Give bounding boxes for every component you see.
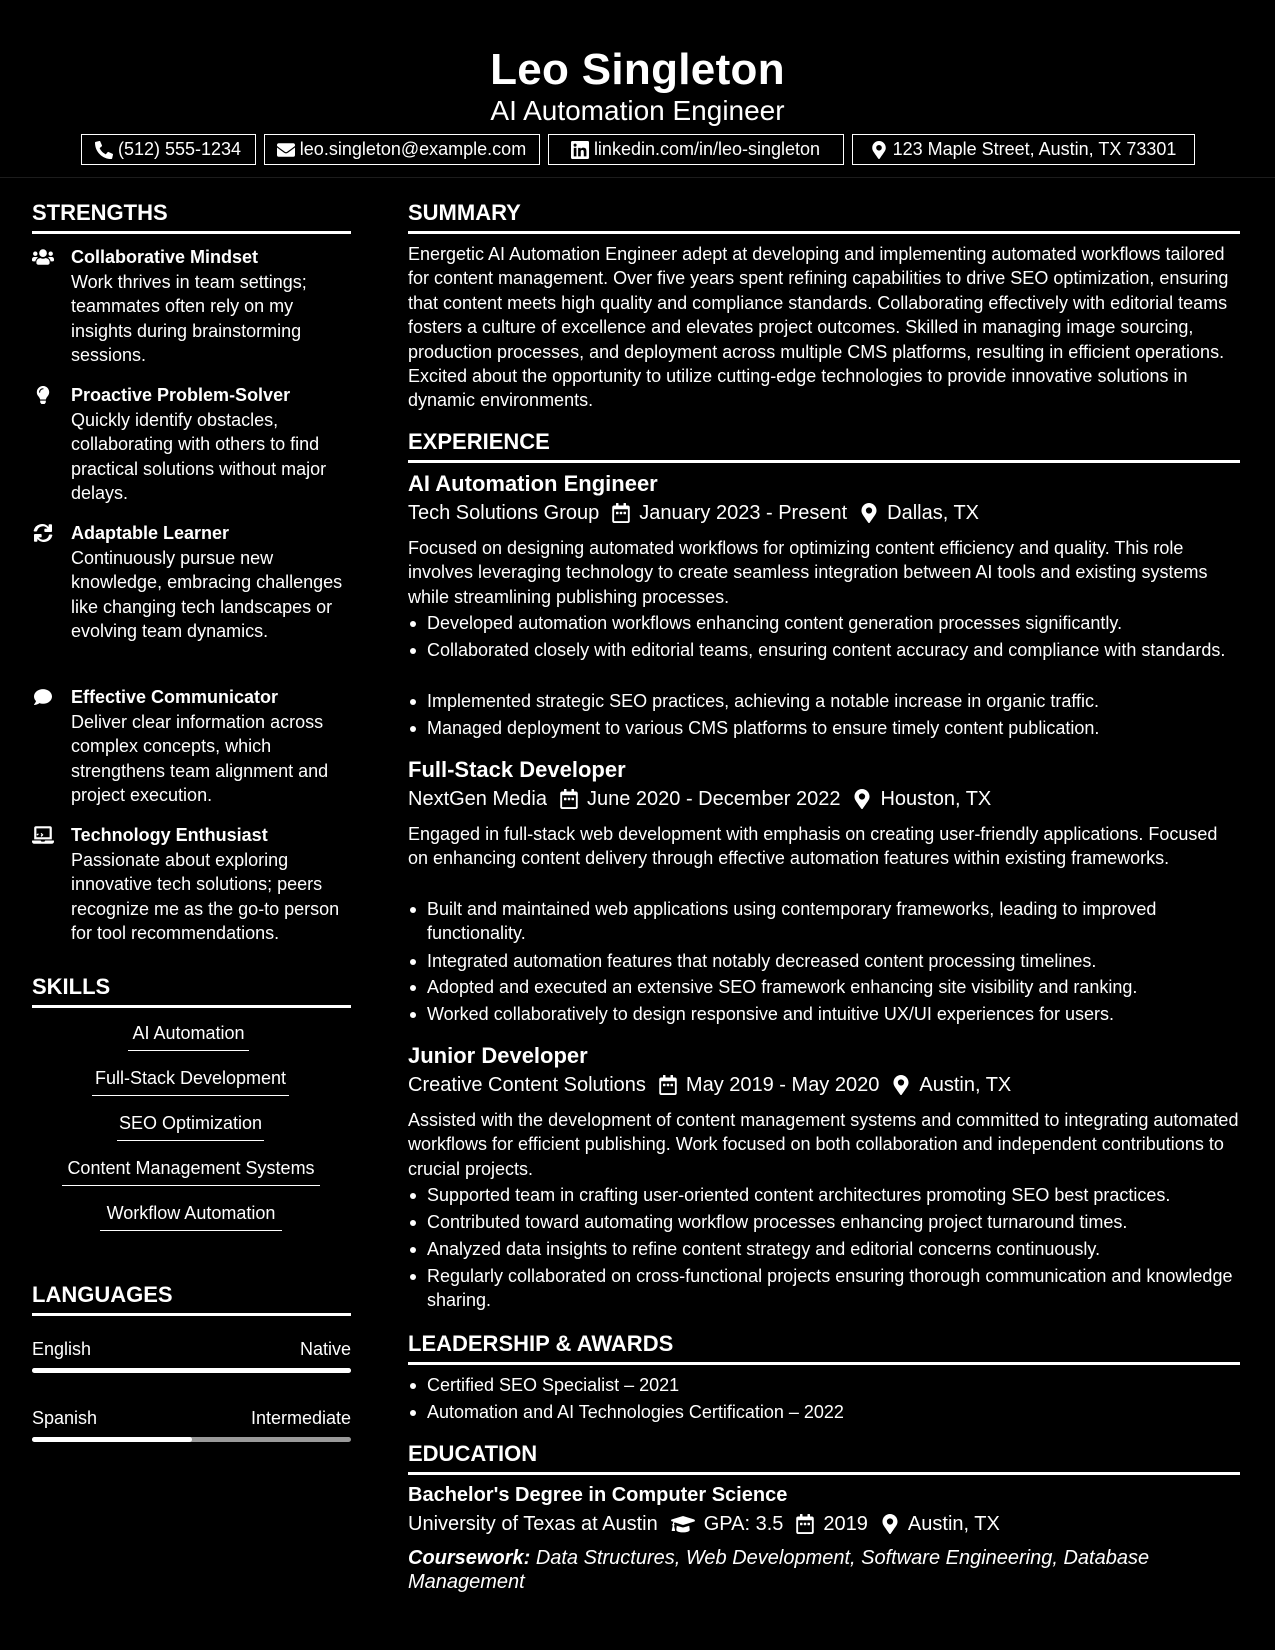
strength-title: Technology Enthusiast xyxy=(71,825,268,845)
degree-title: Bachelor's Degree in Computer Science xyxy=(408,1484,788,1506)
strength-desc: Deliver clear information across complex concepts, which strengthens team alignment and project execution. xyxy=(71,712,329,805)
job-title: AI Automation Engineer xyxy=(408,471,658,496)
contact-address[interactable] xyxy=(852,134,1195,165)
job-dates: January 2023 - Present xyxy=(639,502,848,524)
job-bullet: Contributed toward automating workflow processes enhancing project turnaround times. xyxy=(408,1210,1240,1234)
skill-tag: Content Management Systems xyxy=(62,1156,320,1186)
phone-text: (512) 555-1234 xyxy=(117,139,242,159)
email-text: leo.singleton@example.com xyxy=(299,139,527,159)
job-title: Full-Stack Developer xyxy=(408,757,626,782)
job-meta xyxy=(408,786,991,812)
languages-heading: LANGUAGES xyxy=(32,1281,351,1316)
coursework xyxy=(408,1546,1188,1594)
job-bullet: Regularly collaborated on cross-functional projects ensuring thorough communication and knowledge sharing. xyxy=(408,1264,1240,1313)
leadership-heading: LEADERSHIP & AWARDS xyxy=(408,1330,1240,1365)
strength-desc: Passionate about exploring innovative tech solutions; peers recognize me as the go-to person for tool recommendations. xyxy=(71,850,340,943)
summary-heading: SUMMARY xyxy=(408,199,1240,234)
map-marker-icon xyxy=(860,503,878,523)
strength-desc: Work thrives in team settings; teammates often rely on my insights during brainstorming sessions. xyxy=(71,272,307,365)
map-marker-icon xyxy=(870,141,888,159)
strengths-heading: STRENGTHS xyxy=(32,199,351,234)
education-heading: EDUCATION xyxy=(408,1440,1240,1475)
comment-icon xyxy=(32,688,54,706)
skill-tag: SEO Optimization xyxy=(117,1111,264,1141)
coursework-label: Coursework: xyxy=(408,1547,531,1569)
job-title: Junior Developer xyxy=(408,1043,588,1068)
job-location: Austin, TX xyxy=(919,1074,1012,1096)
laptop-code-icon xyxy=(32,826,54,844)
strength-desc: Continuously pursue new knowledge, embracing challenges like changing tech landscapes or evolving team dynamics. xyxy=(71,548,343,641)
skill-tag: Workflow Automation xyxy=(100,1201,282,1231)
strength-title: Effective Communicator xyxy=(71,687,279,707)
job-company: Creative Content Solutions xyxy=(408,1074,646,1096)
calendar-icon xyxy=(796,1514,814,1534)
sync-icon xyxy=(32,524,54,542)
lightbulb-icon xyxy=(32,386,54,404)
job-bullet: Integrated automation features that notably decreased content processing timelines. xyxy=(408,949,1240,973)
contact-linkedin[interactable] xyxy=(548,134,844,165)
job-bullet: Supported team in crafting user-oriented content architectures promoting SEO best practices. xyxy=(408,1183,1240,1207)
job-location: Dallas, TX xyxy=(887,502,980,524)
map-marker-icon xyxy=(892,1075,910,1095)
job-bullet: Implemented strategic SEO practices, achieving a notable increase in organic traffic. xyxy=(408,689,1240,713)
graduation-cap-icon xyxy=(671,1514,695,1534)
strength-title: Proactive Problem-Solver xyxy=(71,385,291,405)
graduation-year: 2019 xyxy=(823,1513,868,1535)
job-company: NextGen Media xyxy=(408,788,547,810)
job-bullet: Adopted and executed an extensive SEO framework enhancing site visibility and ranking. xyxy=(408,975,1240,999)
map-marker-icon xyxy=(853,789,871,809)
job-bullet: Built and maintained web applications using contemporary frameworks, leading to improved functionality. xyxy=(408,897,1240,946)
users-icon xyxy=(32,248,54,266)
award-item: Automation and AI Technologies Certification – 2022 xyxy=(408,1400,1240,1424)
job-bullet: Managed deployment to various CMS platforms to ensure timely content publication. xyxy=(408,716,1240,740)
school-name: University of Texas at Austin xyxy=(408,1513,658,1535)
language-level: Intermediate xyxy=(250,1408,351,1428)
address-text: 123 Maple Street, Austin, TX 73301 xyxy=(892,139,1177,159)
linkedin-icon xyxy=(571,141,589,159)
job-description: Engaged in full-stack web development with emphasis on creating user-friendly applications. Focused on enhancing content delivery through effective automation features within existing frameworks. xyxy=(408,824,1218,869)
experience-heading: EXPERIENCE xyxy=(408,428,1240,463)
calendar-icon xyxy=(612,503,630,523)
job-dates: May 2019 - May 2020 xyxy=(685,1074,880,1096)
strength-title: Collaborative Mindset xyxy=(71,247,259,267)
calendar-icon xyxy=(560,789,578,809)
language-proficiency-bar xyxy=(32,1368,351,1373)
job-bullet: Developed automation workflows enhancing content generation processes significantly. xyxy=(408,611,1240,635)
skills-heading: SKILLS xyxy=(32,973,351,1008)
language-proficiency-fill xyxy=(32,1368,351,1373)
coursework-list: Data Structures, Web Development, Software Engineering, Database Management xyxy=(408,1547,1150,1593)
language-proficiency-fill xyxy=(32,1437,192,1442)
strength-title: Adaptable Learner xyxy=(71,523,230,543)
skill-tag: Full-Stack Development xyxy=(92,1066,289,1096)
language-name: Spanish xyxy=(32,1408,98,1428)
language-name: English xyxy=(32,1339,92,1359)
language-level: Native xyxy=(299,1339,351,1359)
summary-text: Energetic AI Automation Engineer adept at developing and implementing automated workflows tailored for content management. Over five years spent refining capabilities to drive SEO optimization, ensuring that content meets high quality and compliance standards. Collaborating effectively with editorial teams fosters a culture of excellence and elevates project outcomes. Skilled in managing image sourcing, production processes, and deployment across multiple CMS platforms, resulting in efficient operations. Excited about the opportunity to utilize cutting-edge technologies to provide innovative solutions in dynamic environments. xyxy=(408,244,1229,411)
candidate-name: Leo Singleton xyxy=(490,45,785,94)
contact-bar xyxy=(0,134,1275,165)
contact-email[interactable] xyxy=(264,134,540,165)
education-location: Austin, TX xyxy=(907,1513,1000,1535)
award-item: Certified SEO Specialist – 2021 xyxy=(408,1373,1240,1397)
job-meta xyxy=(408,500,979,526)
job-description: Assisted with the development of content management systems and committed to integrating automated workflows for efficient publishing. Work focused on both collaboration and independent contributions to crucial projects. xyxy=(408,1110,1239,1179)
job-meta xyxy=(408,1072,1011,1098)
strength-desc: Quickly identify obstacles, collaborating with others to find practical solutions without major delays. xyxy=(71,410,327,503)
job-bullet: Collaborated closely with editorial teams, ensuring content accuracy and compliance with standards. xyxy=(408,638,1240,662)
job-company: Tech Solutions Group xyxy=(408,502,600,524)
map-marker-icon xyxy=(881,1514,899,1534)
gpa: GPA: 3.5 xyxy=(703,1513,784,1535)
resume-header xyxy=(0,0,1275,178)
skill-tag: AI Automation xyxy=(128,1021,249,1051)
education-meta xyxy=(408,1511,1000,1537)
contact-phone[interactable] xyxy=(81,134,256,165)
job-description: Focused on designing automated workflows for optimizing content efficiency and quality. This role involves leveraging technology to create seamless integration between AI tools and existing systems while streamlining publishing processes. xyxy=(408,538,1208,607)
envelope-icon xyxy=(277,141,295,159)
job-bullet: Analyzed data insights to refine content strategy and editorial concerns continuously. xyxy=(408,1237,1240,1261)
job-location: Houston, TX xyxy=(880,788,992,810)
candidate-title: AI Automation Engineer xyxy=(490,95,785,126)
language-proficiency-bar xyxy=(32,1437,351,1442)
calendar-icon xyxy=(659,1075,677,1095)
job-bullet: Worked collaboratively to design responsive and intuitive UX/UI experiences for users. xyxy=(408,1002,1240,1026)
linkedin-text: linkedin.com/in/leo-singleton xyxy=(593,139,821,159)
phone-icon xyxy=(95,141,113,159)
job-dates: June 2020 - December 2022 xyxy=(586,788,841,810)
